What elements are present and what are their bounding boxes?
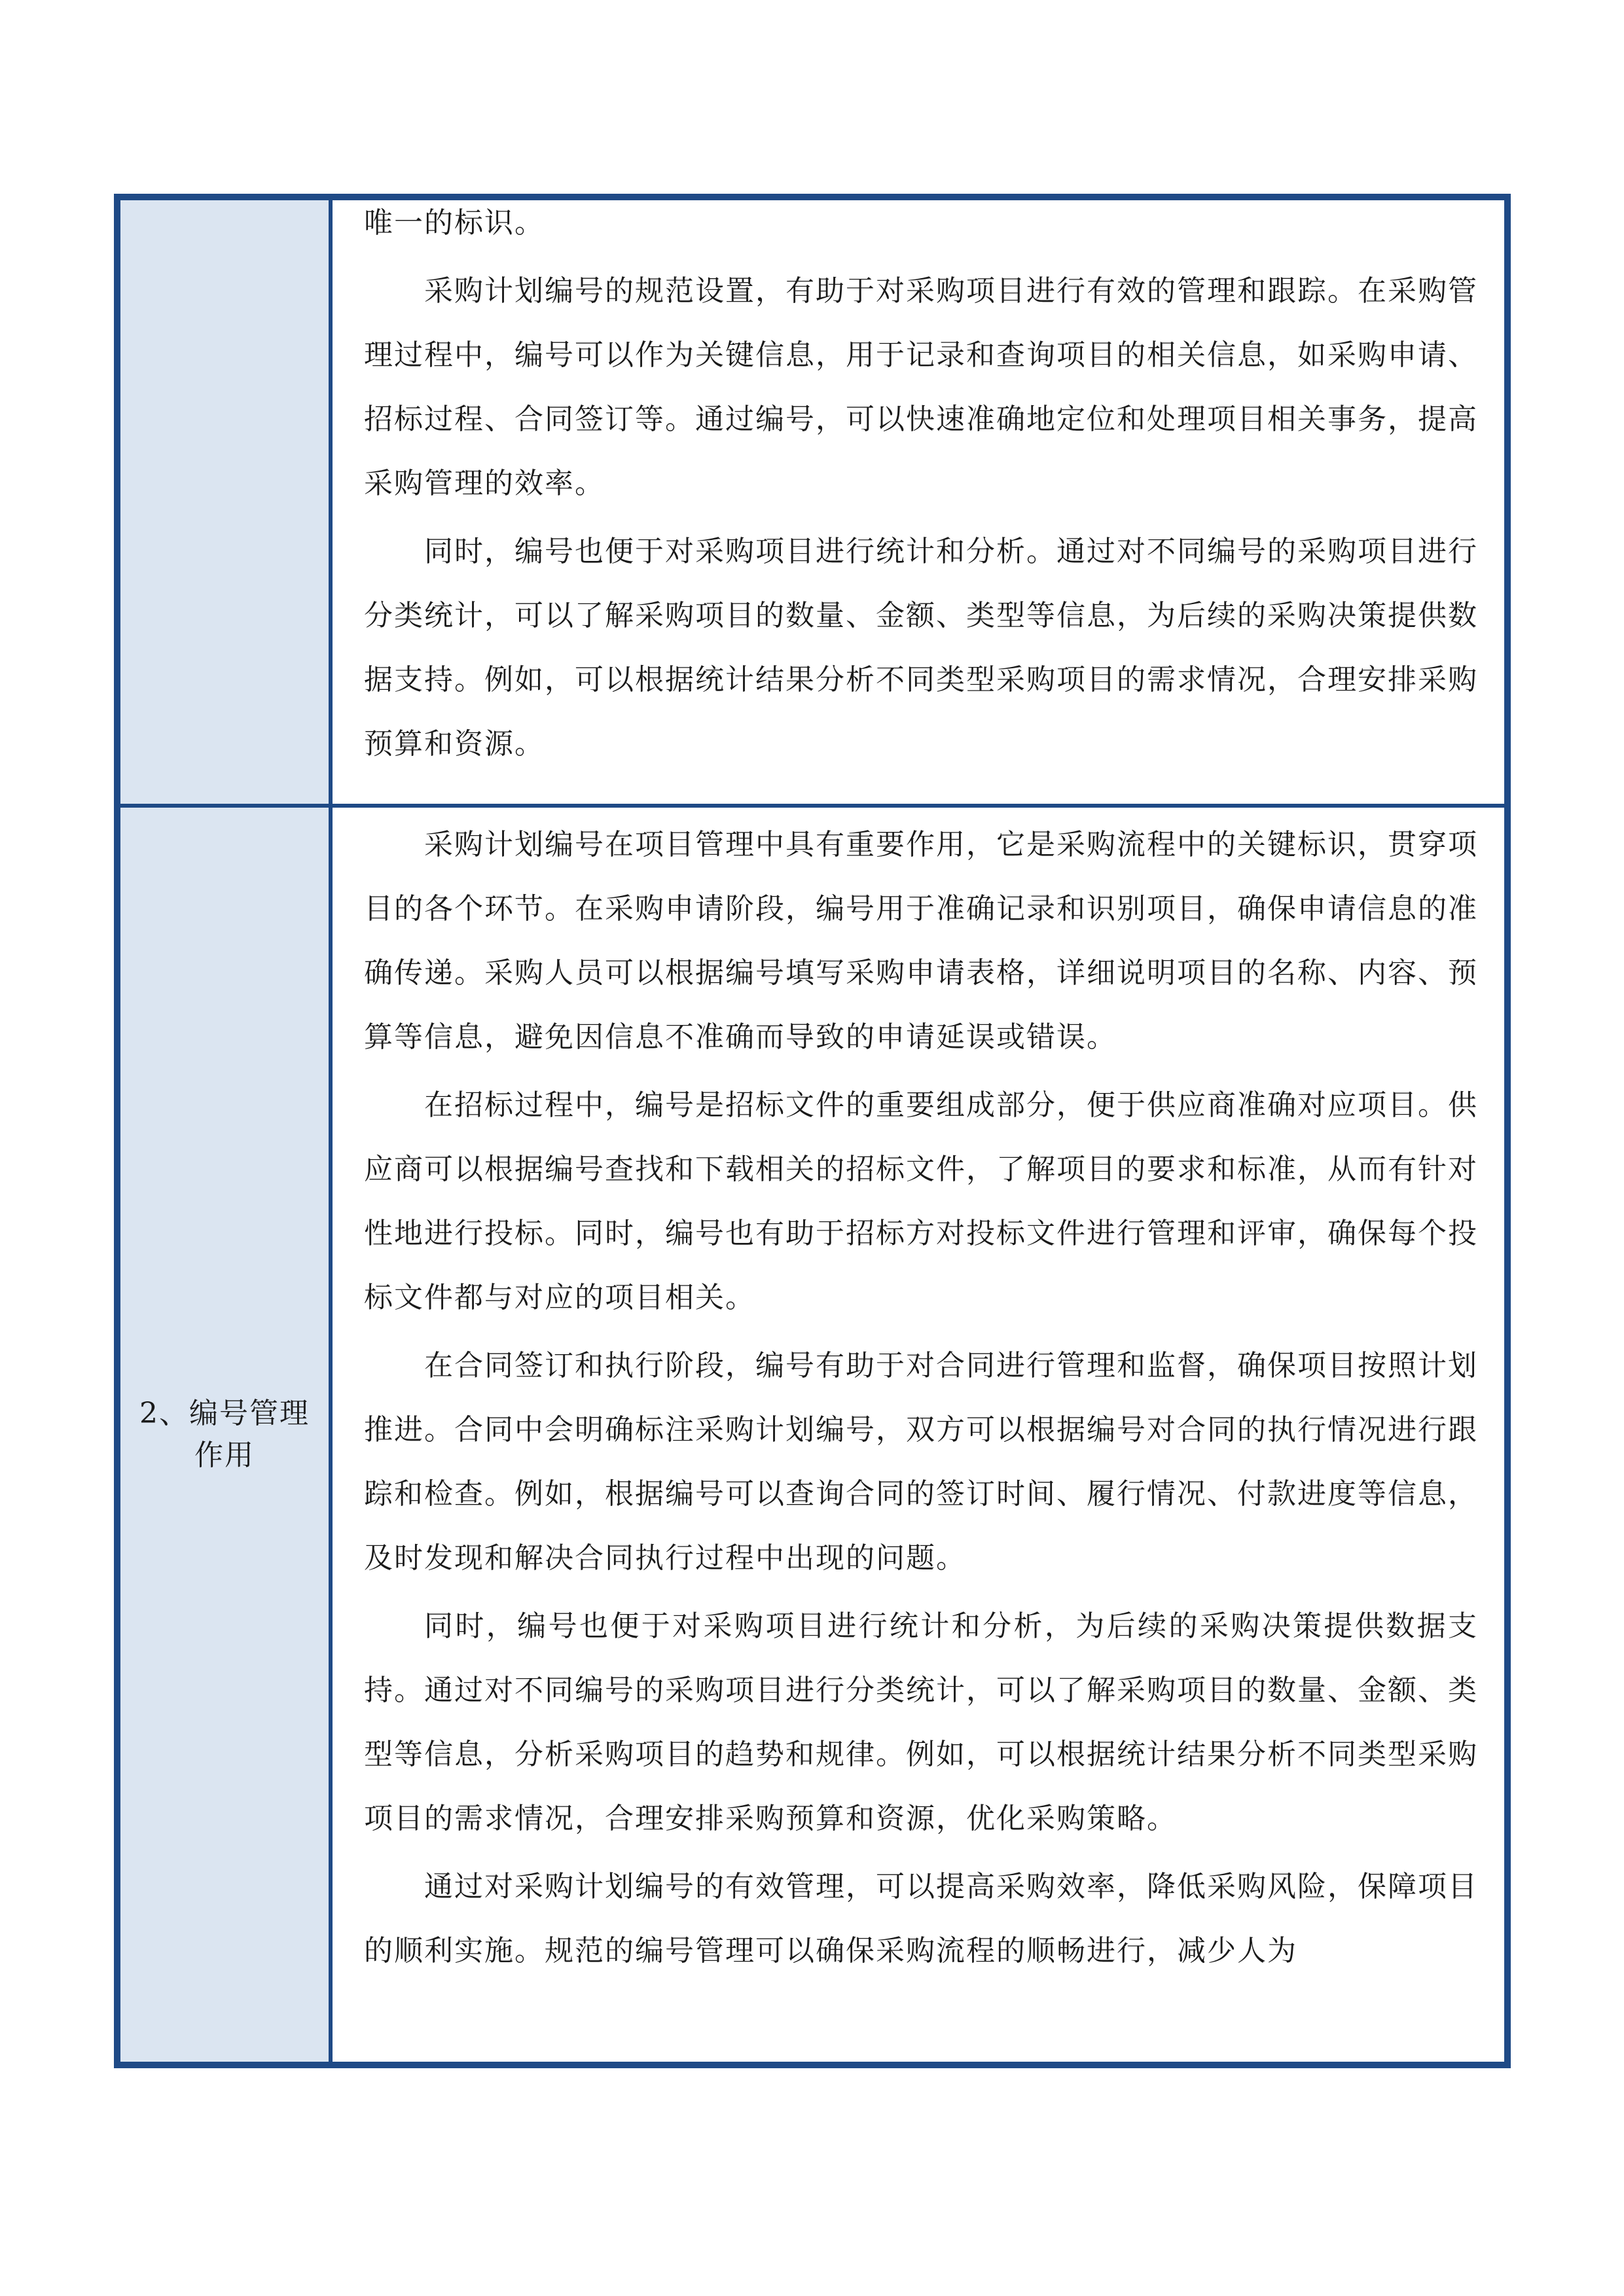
row-content-cell — [331, 806, 1506, 2064]
table-row — [118, 806, 1506, 2064]
paragraph: 在招标过程中，编号是招标文件的重要组成部分，便于供应商准确对应项目。供应商可以根据编号查找和下载相关的招标文件，了解项目的要求和标准，从而有针对性地进行投标。同时，编号也有助于招标方对投标文件进行管理和评审，确保每个投标文件都与对应的项目相关。 — [364, 1088, 1478, 1314]
paragraph: 通过对采购计划编号的有效管理，可以提高采购效率，降低采购风险，保障项目的顺利实施。规范的编号管理可以确保采购流程的顺畅进行，减少人为 — [364, 1870, 1478, 1967]
row-label: 2、编号管理作用 — [139, 1397, 310, 1472]
row-content-cell — [331, 198, 1506, 806]
row-label-cell — [118, 198, 331, 806]
paragraph: 在合同签订和执行阶段，编号有助于对合同进行管理和监督，确保项目按照计划推进。合同中会明确标注采购计划编号，双方可以根据编号对合同的执行情况进行跟踪和检查。例如，根据编号可以查询合同的签订时间、履行情况、付款进度等信息，及时发现和解决合同执行过程中出现的问题。 — [364, 1349, 1478, 1575]
document-table — [117, 196, 1508, 2066]
paragraph: 同时，编号也便于对采购项目进行统计和分析。通过对不同编号的采购项目进行分类统计，可以了解采购项目的数量、金额、类型等信息，为后续的采购决策提供数据支持。例如，可以根据统计结果分析不同类型采购项目的需求情况，合理安排采购预算和资源。 — [364, 535, 1478, 761]
paragraph: 采购计划编号的规范设置，有助于对采购项目进行有效的管理和跟踪。在采购管理过程中，编号可以作为关键信息，用于记录和查询项目的相关信息，如采购申请、招标过程、合同签订等。通过编号，可以快速准确地定位和处理项目相关事务，提高采购管理的效率。 — [364, 274, 1478, 500]
paragraph: 采购计划编号在项目管理中具有重要作用，它是采购流程中的关键标识，贯穿项目的各个环节。在采购申请阶段，编号用于准确记录和识别项目，确保申请信息的准确传递。采购人员可以根据编号填写采购申请表格，详细说明项目的名称、内容、预算等信息，避免因信息不准确而导致的申请延误或错误。 — [364, 828, 1478, 1054]
row-label-cell — [118, 806, 331, 2064]
paragraph: 唯一的标识。 — [364, 206, 545, 240]
table-row — [118, 198, 1506, 806]
paragraph: 同时，编号也便于对采购项目进行统计和分析，为后续的采购决策提供数据支持。通过对不同编号的采购项目进行分类统计，可以了解采购项目的数量、金额、类型等信息，分析采购项目的趋势和规律。例如，可以根据统计结果分析不同类型采购项目的需求情况，合理安排采购预算和资源，优化采购策略。 — [364, 1609, 1478, 1835]
